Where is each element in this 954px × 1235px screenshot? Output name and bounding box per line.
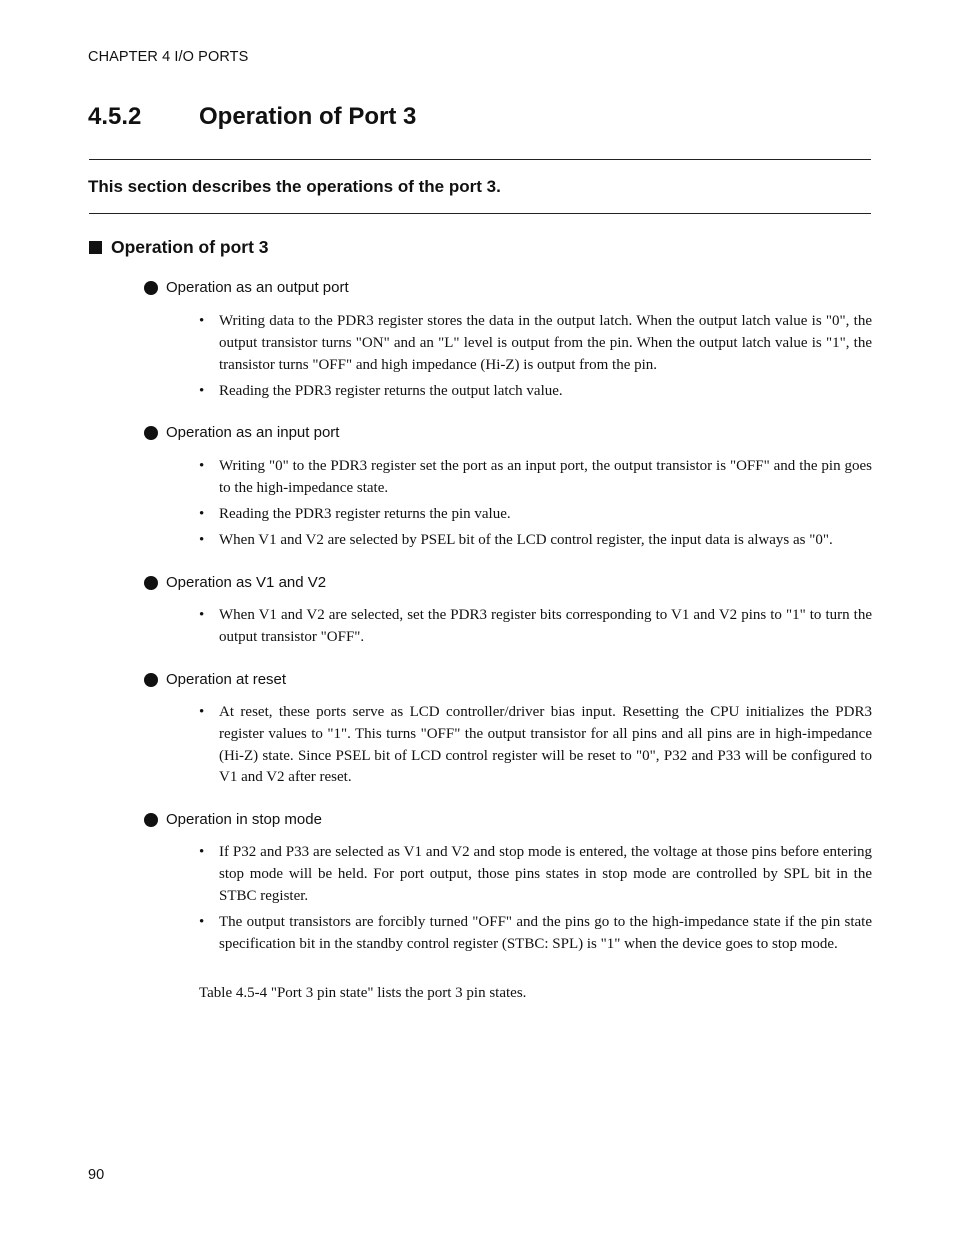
running-header: CHAPTER 4 I/O PORTS [88, 49, 249, 65]
list-item-text: Reading the PDR3 register returns the output latch value. [219, 383, 563, 399]
operation-title [144, 671, 286, 688]
bullet-marker: • [199, 704, 205, 720]
list-item-text: Reading the PDR3 register returns the pin value. [219, 506, 511, 522]
circle-bullet-icon [144, 281, 158, 295]
section-heading [88, 103, 416, 131]
section-title: Operation of Port 3 [199, 103, 417, 130]
list-item [199, 605, 872, 649]
list-item [199, 702, 872, 789]
operation-title-text: Operation at reset [166, 671, 287, 688]
section-number: 4.5.2 [88, 103, 142, 130]
operation-title-text: Operation as an output port [166, 279, 349, 296]
list-item [199, 842, 872, 907]
list-item-text: When V1 and V2 are selected by PSEL bit of the LCD control register, the input data is always as "0". [219, 532, 833, 548]
list-item-text: Writing data to the PDR3 register stores the data in the output latch. When the output latch value is "0", the output transistor turns "ON" and an "L" level is output from the pin. When the output latch value is "1", the transistor turns "OFF" and high impedance (Hi-Z) is output from the pin. [219, 313, 872, 373]
list-item-text: If P32 and P33 are selected as V1 and V2 and stop mode is entered, the voltage at those pins before entering stop mode will be held. For port output, those pins states in stop mode are controlled by SPL bit in the STBC register. [219, 844, 872, 904]
circle-bullet-icon [144, 813, 158, 827]
bullet-marker: • [199, 532, 205, 548]
list-item [199, 311, 872, 376]
list-item [199, 456, 872, 500]
bottom-divider [89, 213, 871, 214]
list-item-text: At reset, these ports serve as LCD controller/driver bias input. Resetting the CPU initializes the PDR3 register values to "1". This turns "OFF" the output transistor for all pins and all pins are in high-impedance (Hi-Z) state. Since PSEL bit of LCD control register will be reset to "0", P32 and P33 will be configured to V1 and V2 after reset. [219, 704, 872, 786]
list-item-text: Writing "0" to the PDR3 register set the port as an input port, the output transistor is "OFF" and the pin goes to the high-impedance state. [219, 458, 872, 496]
operation-title [144, 574, 326, 591]
circle-bullet-icon [144, 673, 158, 687]
page-number: 90 [88, 1167, 105, 1183]
bullet-marker: • [199, 506, 205, 522]
bullet-marker: • [199, 844, 205, 860]
circle-bullet-icon [144, 576, 158, 590]
list-item [199, 912, 872, 956]
operation-title [144, 811, 322, 828]
operation-title [144, 424, 339, 441]
operation-title-text: Operation in stop mode [166, 811, 322, 828]
list-item [199, 504, 872, 526]
bullet-marker: • [199, 607, 205, 623]
section-intro: This section describes the operations of the port 3. [88, 177, 501, 196]
square-bullet-icon [89, 241, 102, 254]
bullet-marker: • [199, 383, 205, 399]
list-item-text: The output transistors are forcibly turned "OFF" and the pins go to the high-impedance state if the pin state specification bit in the standby control register (STBC: SPL) is "1" when the device goes to stop mode. [219, 914, 872, 952]
bullet-marker: • [199, 458, 205, 474]
table-reference-note: Table 4.5-4 "Port 3 pin state" lists the port 3 pin states. [199, 985, 527, 1001]
list-item-text: When V1 and V2 are selected, set the PDR3 register bits corresponding to V1 and V2 pins to "1" to turn the output transistor "OFF". [219, 607, 872, 645]
subsection-heading [88, 237, 269, 258]
circle-bullet-icon [144, 426, 158, 440]
top-divider [89, 159, 871, 160]
list-item [199, 381, 872, 403]
operation-title-text: Operation as V1 and V2 [166, 574, 327, 591]
bullet-marker: • [199, 313, 205, 329]
bullet-marker: • [199, 914, 205, 930]
operation-title-text: Operation as an input port [166, 424, 340, 441]
list-item [199, 530, 872, 552]
subsection-title: Operation of port 3 [111, 237, 269, 257]
operation-title [144, 279, 349, 296]
